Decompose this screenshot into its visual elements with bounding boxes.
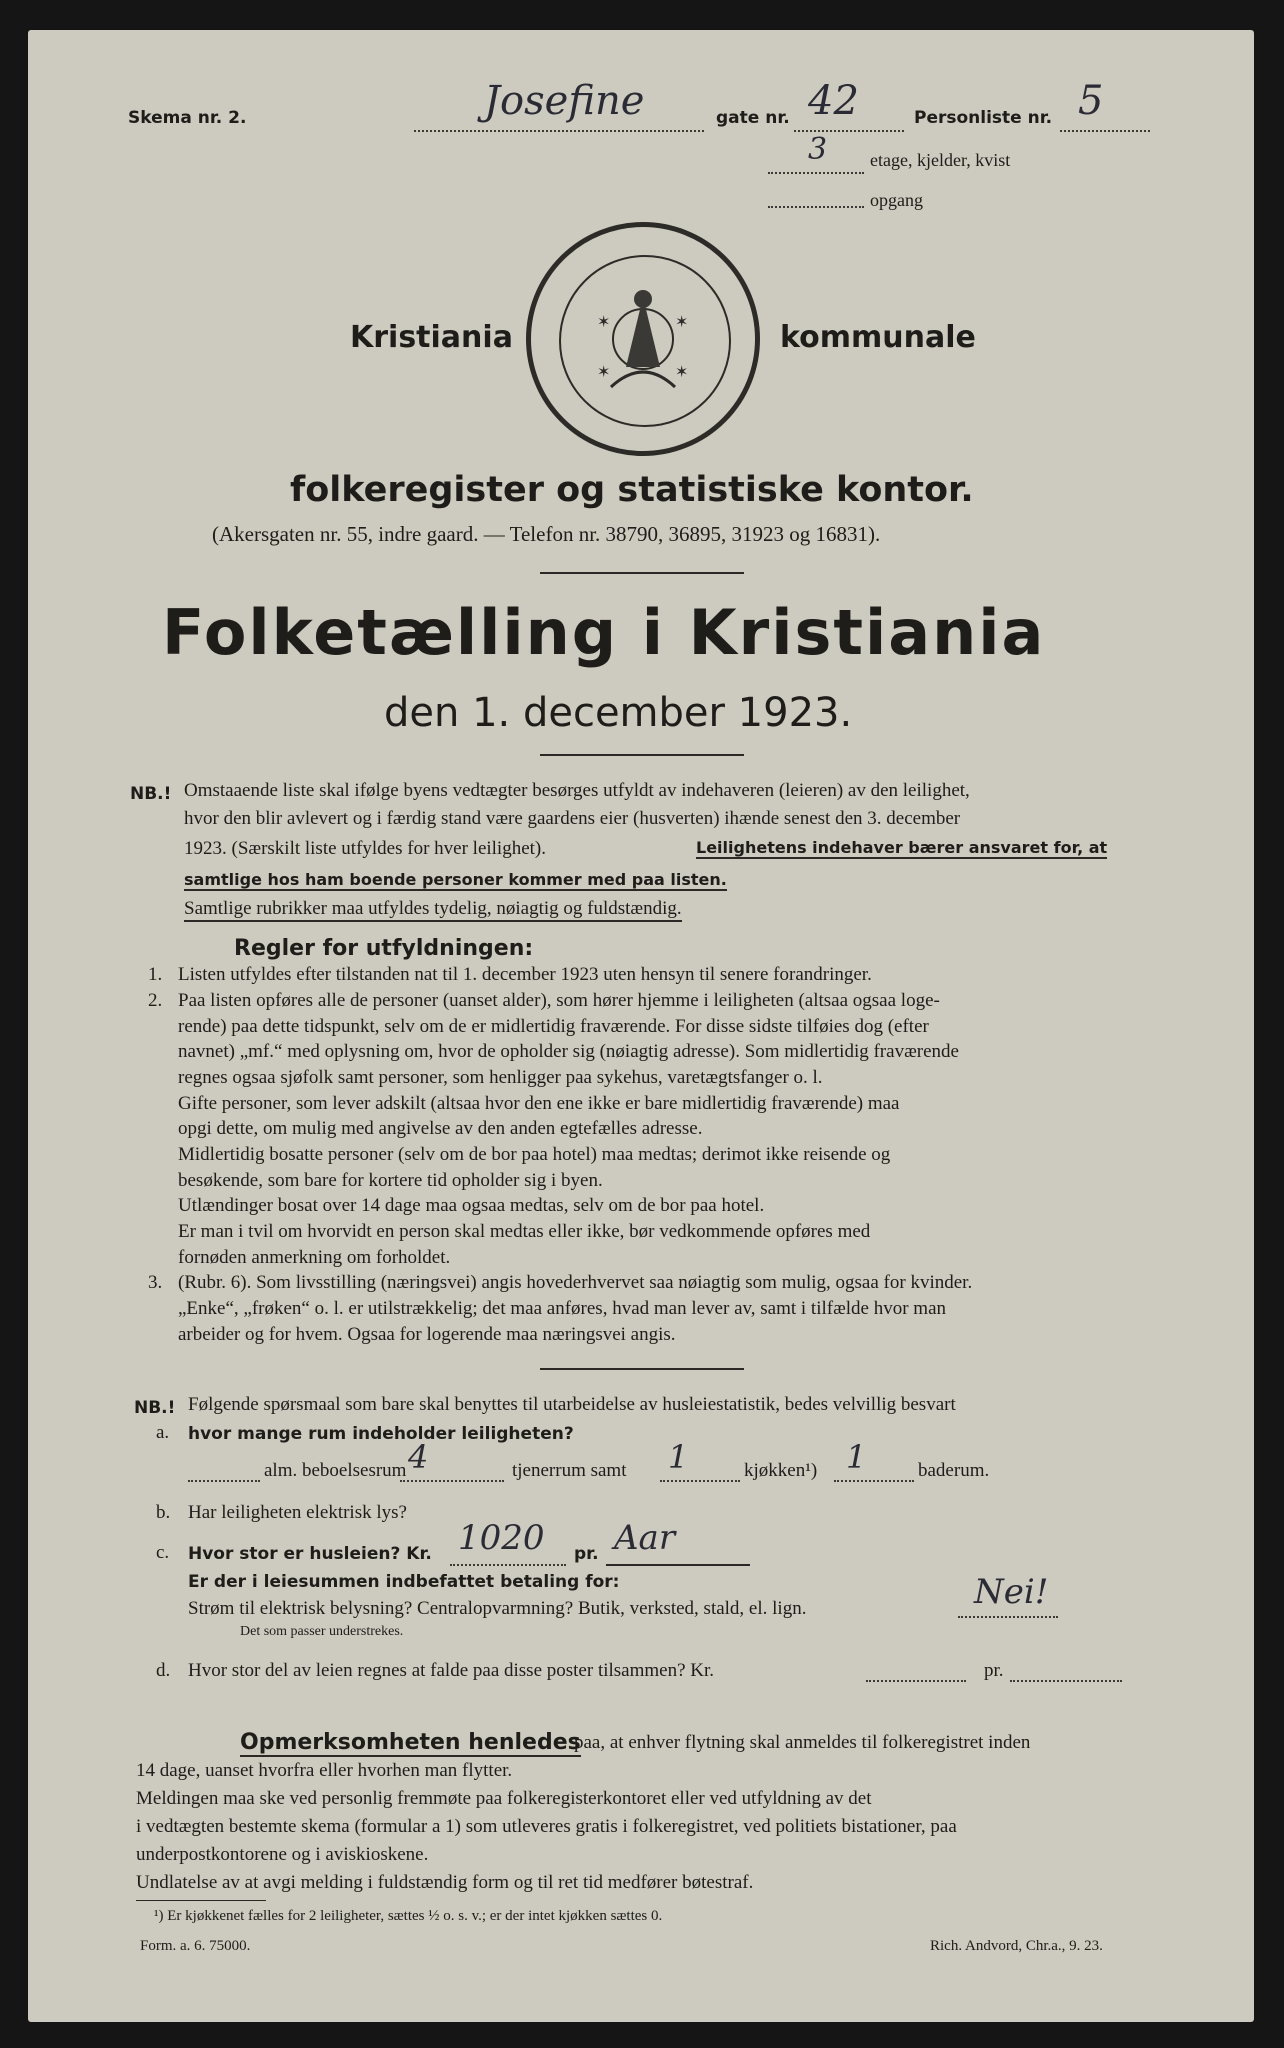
rooms-lead (188, 1460, 260, 1482)
rule-line: „Enke“, „frøken“ o. l. er utilstrækkelig; det maa anføres, hvad man lever av, samt i tilfælde hvor man (178, 1298, 947, 1319)
nb-line: 1923. (Særskilt liste utfyldes for hver leilighet). (184, 838, 547, 859)
street-value: Josefine (484, 78, 645, 124)
floor-value: 3 (808, 132, 828, 167)
rule-line: rende) paa dette tidspunkt, selv om de er midlertidig fraværende. For disse sidste tilføies dog (efter (178, 1016, 929, 1037)
nb-bold: Leilighetens indehaver bærer ansvaret for, at (696, 838, 1108, 857)
svg-text:✶: ✶ (597, 364, 611, 381)
rent-value: 1020 (458, 1518, 545, 1558)
personliste-value: 5 (1078, 78, 1104, 124)
question-rent: Hvor stor er husleien? Kr. (188, 1544, 432, 1564)
notice-heading: Opmerksomheten henledes (240, 1730, 581, 1755)
rule-line: navnet) „mf.“ med oplysning om, hvor de opholder sig (nøiagtig adresse). Som midlertidig fraværende (178, 1041, 959, 1062)
form-number: Form. a. 6. 75000. (140, 1938, 251, 1954)
notice-line: Meldingen maa ske ved personlig fremmøte paa folkeregisterkontoret eller ved utfyldning av det (136, 1788, 872, 1809)
rule-line: Listen utfyldes efter tilstanden nat til 1. december 1923 uten hensyn til senere forandringer. (178, 964, 872, 985)
divider (540, 754, 744, 756)
floor-field (768, 132, 864, 174)
form-date: den 1. december 1923. (384, 690, 853, 736)
rule-line: besøkende, som bare for kortere tid opholder sig i byen. (178, 1170, 603, 1191)
notice-line: Undlatelse av at avgi melding i fuldstændig form og til ret tid medfører bøtestraf. (136, 1872, 754, 1893)
included-answer: Nei! (974, 1572, 1049, 1612)
nb-label: NB.! (130, 784, 172, 804)
kitchen-field (834, 1438, 914, 1482)
rule-line: Er man i tvil om hvorvidt en person skal medtas eller ikke, bør vedkommende opføres med (178, 1221, 871, 1242)
included-field (958, 1572, 1058, 1618)
share-period-field (1010, 1662, 1122, 1682)
rent-period-value: Aar (614, 1518, 676, 1558)
servant-field (660, 1438, 740, 1482)
underline-note: Det som passer understrekes. (240, 1624, 404, 1639)
opgang-field (768, 182, 864, 208)
included-heading: Er der i leiesummen indbefattet betaling for: (188, 1572, 620, 1592)
question-share: Hvor stor del av leien regnes at falde paa disse poster tilsammen? Kr. (188, 1660, 715, 1681)
notice-line: paa, at enhver flytning skal anmeldes til folkeregistret inden (574, 1732, 1031, 1753)
city-seal (526, 222, 760, 456)
rooms-field (400, 1438, 504, 1482)
personliste-label: Personliste nr. (914, 108, 1053, 128)
servant-value: 1 (668, 1438, 689, 1476)
gate-field (794, 78, 904, 132)
rule-line: regnes ogsaa sjøfolk samt personer, som henligger paa sykehus, varetægtsfanger o. l. (178, 1067, 823, 1088)
office-left: Kristiania (350, 320, 513, 355)
footnote-rule (136, 1900, 266, 1901)
share-amount-field (866, 1662, 966, 1682)
notice-line: 14 dage, uanset hvorfra eller hvorhen man flytter. (136, 1760, 513, 1781)
nb-line: Omstaaende liste skal ifølge byens vedtægter besørges utfyldt av indehaveren (leieren) av den leilighet, (184, 780, 970, 801)
printer-imprint: Rich. Andvord, Chr.a., 9. 23. (930, 1938, 1103, 1954)
nb-line: Samtlige rubrikker maa utfyldes tydelig, nøiagtig og fuldstændig. (184, 898, 682, 922)
rules-heading: Regler for utfyldningen: (234, 936, 534, 961)
rule-line: arbeider og for hvem. Ogsaa for logerende maa næringsvei angis. (178, 1324, 676, 1345)
rule-line: Midlertidig bosatte personer (selv om de bor paa hotel) maa medtas; derimot ikke reisende og (178, 1144, 891, 1165)
seal-figure-icon (531, 227, 755, 451)
question-light: Har leiligheten elektrisk lys? (188, 1502, 407, 1523)
question-rooms: hvor mange rum indeholder leiligheten? (188, 1424, 574, 1444)
footnote: ¹) Er kjøkkenet fælles for 2 leiligheter, sættes ½ o. s. v.; er der intet kjøkken sættes 0. (154, 1908, 663, 1924)
floor-label: etage, kjelder, kvist (870, 150, 1011, 170)
office-name: folkeregister og statistiske kontor. (290, 470, 974, 510)
rule-line: fornøden anmerkning om forholdet. (178, 1247, 451, 1268)
gate-label: gate nr. (716, 108, 790, 128)
rent-period-field (606, 1518, 750, 1566)
rule-line: Utlændinger bosat over 14 dage maa ogsaa medtas, selv om de bor paa hotel. (178, 1195, 765, 1216)
skema-number: Skema nr. 2. (128, 108, 247, 128)
nb-line: samtlige hos ham boende personer kommer med paa listen. (184, 870, 727, 889)
rule-line: Gifte personer, som lever adskilt (altsaa hvor den ene ikke er bare midlertidig fraværende) maa (178, 1093, 900, 1114)
included-options: Strøm til elektrisk belysning? Centralopvarmning? Butik, verksted, stald, el. lign. (188, 1598, 807, 1619)
rule-line: (Rubr. 6). Som livsstilling (næringsvei) angis hovederhvervet saa nøiagtig som mulig, ogsaa for kvinder. (178, 1272, 973, 1293)
divider (540, 1368, 744, 1370)
rule-line: opgi dette, om mulig med angivelse av den anden egtefælles adresse. (178, 1118, 703, 1139)
office-right: kommunale (780, 320, 976, 355)
opgang-label: opgang (870, 190, 923, 210)
svg-text:✶: ✶ (597, 314, 611, 331)
personliste-field (1060, 78, 1150, 132)
notice-line: i vedtægten bestemte skema (formular a 1) som utleveres gratis i folkeregistret, ved politiets bistationer, paa (136, 1816, 957, 1837)
notice-line: underpostkontorene og i aviskioskene. (136, 1844, 429, 1865)
nb-line: hvor den blir avlevert og i færdig stand være gaardens eier (husverten) ihænde senest den 3. december (184, 808, 961, 829)
rent-field (450, 1518, 566, 1566)
gate-value: 42 (808, 78, 859, 124)
kitchen-value: 1 (846, 1438, 867, 1476)
svg-text:✶: ✶ (675, 314, 689, 331)
nb2-label: NB.! (134, 1398, 176, 1418)
nb2-intro: Følgende spørsmaal som bare skal benyttes til utarbeidelse av husleiestatistik, bedes velvillig besvart (188, 1394, 956, 1415)
svg-text:✶: ✶ (675, 364, 689, 381)
street-field (414, 78, 704, 132)
form-title: Folketælling i Kristiania (162, 596, 1046, 669)
rooms-value: 4 (408, 1438, 429, 1476)
office-address: (Akersgaten nr. 55, indre gaard. — Telefon nr. 38790, 36895, 31923 og 16831). (212, 522, 881, 546)
rule-line: Paa listen opføres alle de personer (uanset alder), som hører hjemme i leiligheten (altsaa ogsaa loge- (178, 990, 940, 1011)
divider (540, 572, 744, 574)
